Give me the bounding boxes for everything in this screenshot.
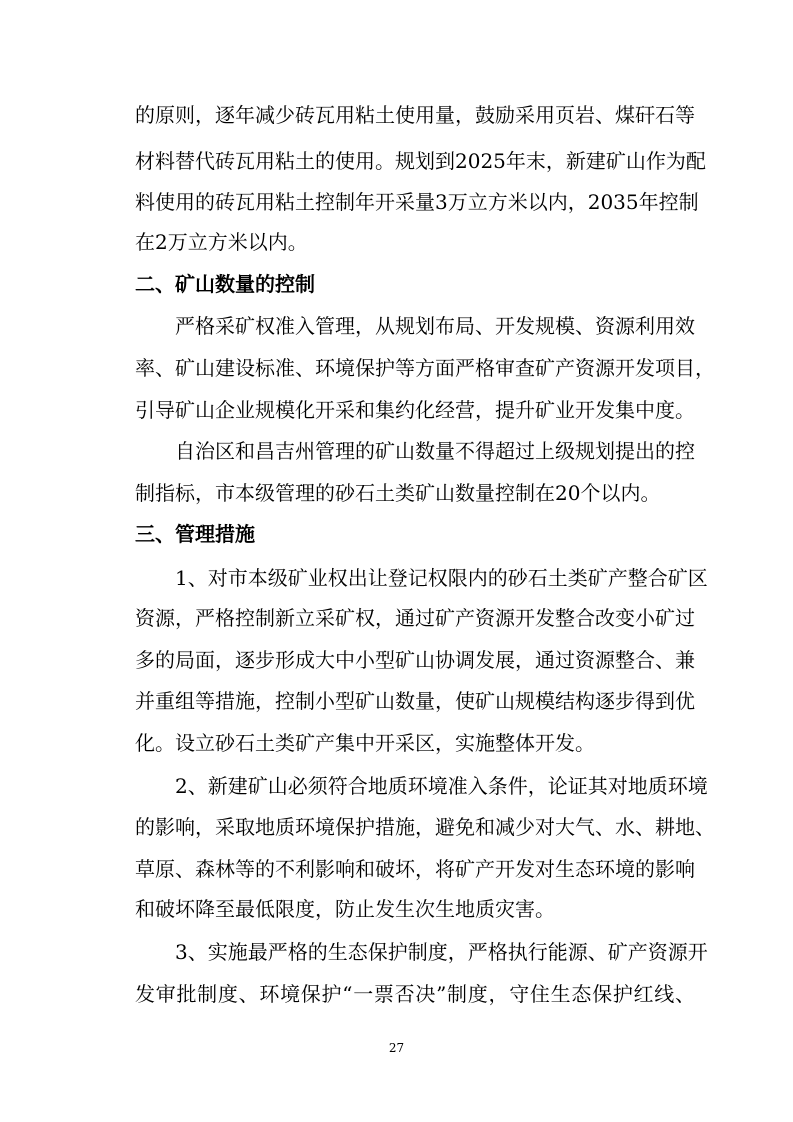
paragraph-line: 多的局面，逐步形成大中小型矿山协调发展，通过资源整合、兼 — [135, 648, 695, 672]
paragraph-line: 自治区和昌吉州管理的矿山数量不得超过上级规划提出的控 — [175, 439, 695, 463]
paragraph-line: 发审批制度、环境保护“一票否决”制度，守住生态保护红线、 — [135, 982, 695, 1006]
paragraph-line: 材料替代砖瓦用粘土的使用。规划到2025年末，新建矿山作为配 — [135, 149, 706, 173]
section-heading: 三、管理措施 — [135, 522, 255, 546]
section-heading: 二、矿山数量的控制 — [135, 272, 315, 296]
paragraph-line: 1、对市本级矿业权出让登记权限内的砂石土类矿产整合矿区 — [175, 566, 708, 590]
paragraph-line: 料使用的砖瓦用粘土控制年开采量3万立方米以内，2035年控制 — [135, 190, 699, 214]
paragraph-line: 严格采矿权准入管理，从规划布局、开发规模、资源利用效 — [175, 314, 695, 338]
page-number: 27 — [388, 1041, 405, 1055]
paragraph-line: 的影响，采取地质环境保护措施，避免和减少对大气、水、耕地、 — [135, 815, 715, 839]
paragraph-line: 在2万立方米以内。 — [135, 230, 308, 254]
paragraph-line: 的原则，逐年减少砖瓦用粘土使用量，鼓励采用页岩、煤矸石等 — [135, 103, 695, 127]
paragraph-line: 制指标，市本级管理的砂石土类矿山数量控制在20个以内。 — [135, 481, 661, 505]
paragraph-line: 资源，严格控制新立采矿权，通过矿产资源开发整合改变小矿过 — [135, 606, 695, 630]
paragraph-line: 化。设立砂石土类矿产集中开采区，实施整体开发。 — [135, 731, 595, 755]
paragraph-line: 率、矿山建设标准、环境保护等方面严格审查矿产资源开发项目， — [135, 356, 715, 380]
paragraph-line: 并重组等措施，控制小型矿山数量，使矿山规模结构逐步得到优 — [135, 689, 695, 713]
paragraph-line: 引导矿山企业规模化开采和集约化经营，提升矿业开发集中度。 — [135, 398, 695, 422]
paragraph-line: 3、实施最严格的生态保护制度，严格执行能源、矿产资源开 — [175, 940, 708, 964]
paragraph-line: 2、新建矿山必须符合地质环境准入条件，论证其对地质环境 — [175, 774, 708, 798]
paragraph-line: 和破坏降至最低限度，防止发生次生地质灾害。 — [135, 897, 555, 921]
paragraph-line: 草原、森林等的不利影响和破坏，将矿产开发对生态环境的影响 — [135, 857, 695, 881]
